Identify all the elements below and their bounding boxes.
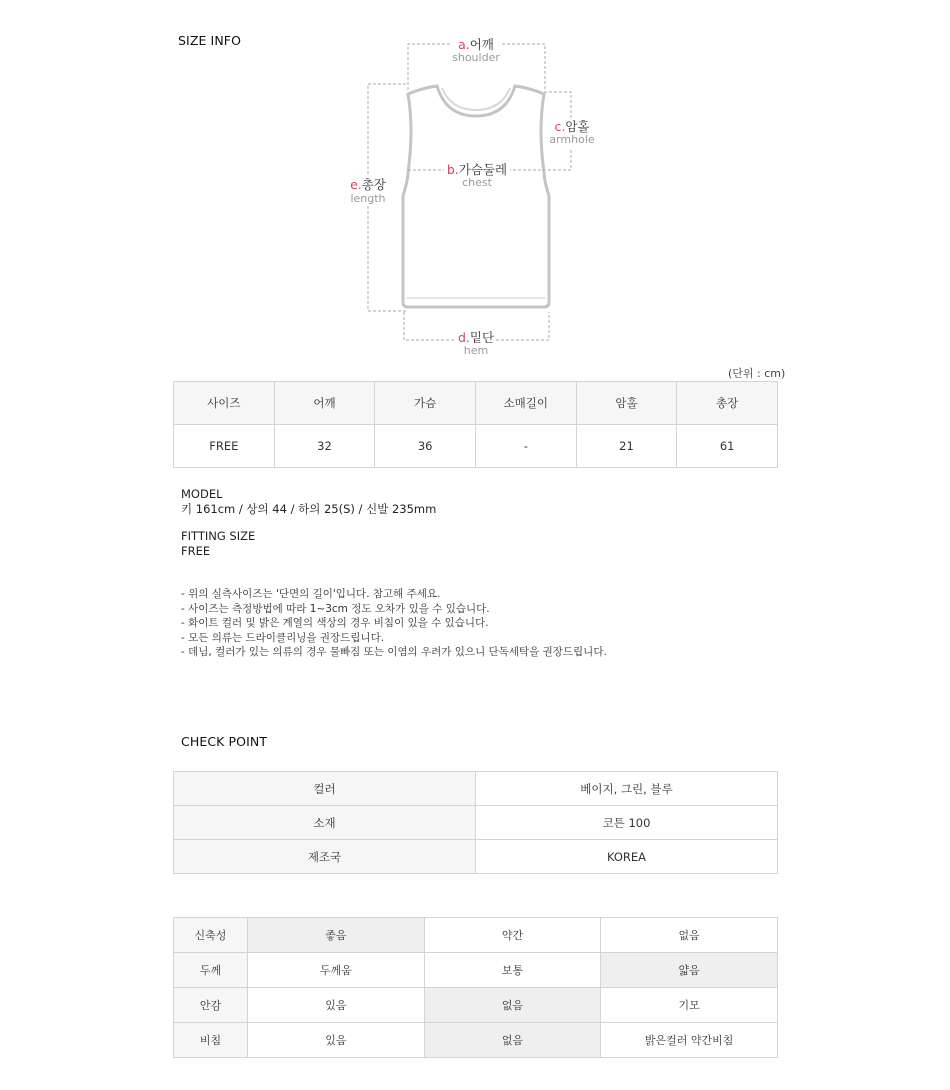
check-row-material — [174, 806, 778, 840]
fit-attributes-table — [173, 917, 778, 1058]
hem-label: d.밑단 — [457, 330, 495, 345]
size-header-cell: 소매길이 — [475, 382, 576, 425]
check-row-color — [174, 772, 778, 806]
garment-outline — [403, 86, 549, 307]
fit-label: 신축성 — [174, 918, 248, 953]
size-table-row — [174, 425, 778, 468]
fit-option: 약간 — [424, 918, 601, 953]
model-info — [181, 487, 436, 558]
check-label: 소재 — [174, 806, 476, 840]
fit-label: 두께 — [174, 953, 248, 988]
check-label: 제조국 — [174, 840, 476, 874]
fit-option: 있음 — [248, 988, 425, 1023]
fit-option: 보통 — [424, 953, 601, 988]
size-header-cell: 가슴 — [375, 382, 476, 425]
fit-option: 두께움 — [248, 953, 425, 988]
fit-row-lining — [174, 988, 778, 1023]
size-cell: - — [475, 425, 576, 468]
armhole-sub: armhole — [549, 133, 595, 146]
fit-option: 얇음 — [601, 953, 778, 988]
check-point-title: CHECK POINT — [181, 734, 268, 749]
model-details: 키 161cm / 상의 44 / 하의 25(S) / 신발 235mm — [181, 501, 437, 516]
note-line: - 모든 의류는 드라이클리닝을 권장드립니다. — [181, 631, 385, 644]
check-label: 컬러 — [174, 772, 476, 806]
note-line: - 사이즈는 측정방법에 따라 1~3cm 정도 오차가 있을 수 있습니다. — [181, 602, 490, 615]
fit-row-thickness — [174, 953, 778, 988]
size-header-cell: 어깨 — [274, 382, 375, 425]
shoulder-label: a.어깨 — [458, 37, 494, 52]
size-cell: 32 — [274, 425, 375, 468]
fit-option: 없음 — [424, 1023, 601, 1058]
fit-option: 좋음 — [248, 918, 425, 953]
fit-option: 있음 — [248, 1023, 425, 1058]
size-cell: 36 — [375, 425, 476, 468]
note-line: - 화이트 컬러 및 밝은 계열의 색상의 경우 비침이 있을 수 있습니다. — [181, 617, 489, 629]
note-line: - 데님, 컬러가 있는 의류의 경우 물빠짐 또는 이염의 우려가 있으니 단독세탁을 권장드립니다. — [181, 646, 607, 658]
size-cell: 61 — [677, 425, 778, 468]
size-header-cell: 사이즈 — [174, 382, 275, 425]
length-sub: length — [350, 192, 386, 205]
fit-row-stretch — [174, 918, 778, 953]
unit-note: (단위 : cm) — [728, 367, 786, 380]
fit-option: 밝은컬러 약간비침 — [601, 1023, 778, 1058]
size-cell: FREE — [174, 425, 275, 468]
check-value: KOREA — [476, 840, 778, 874]
check-row-origin — [174, 840, 778, 874]
size-table — [173, 381, 778, 468]
garment-diagram — [340, 30, 600, 360]
check-value: 코튼 100 — [476, 806, 778, 840]
neckline — [442, 88, 510, 110]
chest-sub: chest — [462, 176, 492, 189]
model-title: MODEL — [181, 487, 223, 501]
chest-label: b.가슴둘레 — [446, 162, 508, 177]
size-header-cell: 총장 — [677, 382, 778, 425]
shoulder-sub: shoulder — [452, 51, 500, 64]
size-cell: 21 — [576, 425, 677, 468]
fit-option: 없음 — [601, 918, 778, 953]
fit-label: 안감 — [174, 988, 248, 1023]
hem-sub: hem — [463, 344, 489, 357]
fit-label: 비침 — [174, 1023, 248, 1058]
fit-option: 없음 — [424, 988, 601, 1023]
fit-option: 기모 — [601, 988, 778, 1023]
check-value: 베이지, 그린, 블루 — [476, 772, 778, 806]
fitting-size-value: FREE — [181, 543, 211, 558]
size-table-header-row — [174, 382, 778, 425]
note-line: - 위의 실측사이즈는 '단면의 길이'입니다. 참고해 주세요. — [181, 588, 441, 600]
length-label: e.총장 — [350, 177, 386, 192]
care-notes — [181, 587, 607, 660]
size-header-cell: 암홀 — [576, 382, 677, 425]
fitting-size-title: FITTING SIZE — [181, 529, 256, 543]
check-point-table — [173, 771, 778, 874]
fit-row-sheerness — [174, 1023, 778, 1058]
size-info-title: SIZE INFO — [178, 33, 242, 48]
armhole-label: c.암홀 — [554, 119, 590, 134]
